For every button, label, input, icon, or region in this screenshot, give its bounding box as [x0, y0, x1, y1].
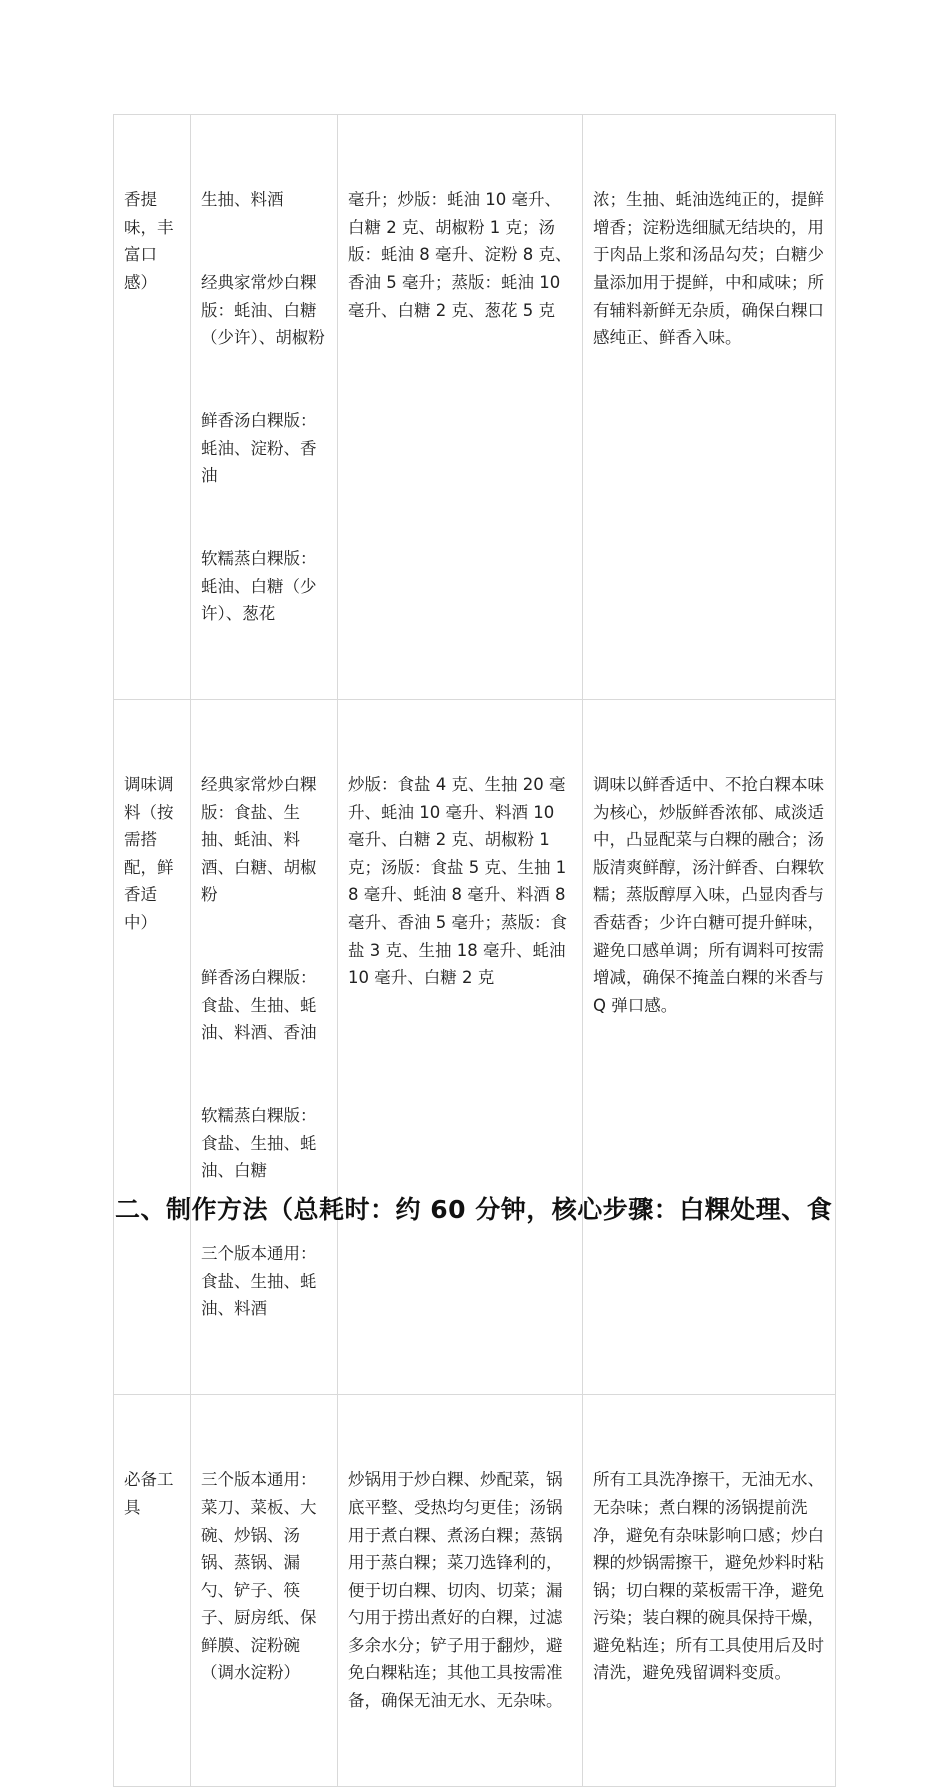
table-row — [114, 115, 836, 700]
table-cell-items — [191, 699, 338, 1394]
cell-text: 调味调料（按需搭配，鲜香适中） — [124, 775, 174, 933]
ingredients-table — [113, 114, 836, 1787]
table-cell-amounts — [338, 1395, 583, 1787]
cell-text: 浓；生抽、蚝油选纯正的，提鲜增香；淀粉选细腻无结块的，用于肉品上浆和汤品勾芡；白糖少量添加用于提鲜，中和咸味；所有辅料新鲜无杂质，确保白粿口感纯正、鲜香入味。 — [593, 190, 824, 348]
table-cell-category — [114, 1395, 191, 1787]
cell-text: 鲜香汤白粿版：蚝油、淀粉、香油 — [201, 410, 317, 486]
cell-text: 经典家常炒白粿版：食盐、生抽、蚝油、料酒、白糖、胡椒粉 — [201, 775, 317, 905]
cell-text: 毫升；炒版：蚝油 10 毫升、白糖 2 克、胡椒粉 1 克；汤版：蚝油 8 毫升、淀粉 8 克、香油 5 毫升；蒸版：蚝油 10 毫升、白糖 2 克、葱花 5 克 — [348, 190, 572, 320]
cell-text: 三个版本通用：食盐、生抽、蚝油、料酒 — [201, 1244, 317, 1319]
cell-text: 三个版本通用：菜刀、菜板、大碗、炒锅、汤锅、蒸锅、漏勺、铲子、筷子、厨房纸、保鲜膜、淀粉碗（调水淀粉） — [201, 1470, 317, 1683]
table-cell-items — [191, 115, 338, 700]
cell-text: 香提味，丰富口感） — [124, 190, 174, 292]
cell-text: 炒版：食盐 4 克、生抽 20 毫升、蚝油 10 毫升、料酒 10 毫升、白糖 2 克、胡椒粉 1 克；汤版：食盐 5 克、生抽 18 毫升、蚝油 8 毫升、料酒 8 毫升、香油 5 毫升；蒸版：食盐 3 克、生抽 18 毫升、蚝油 10 毫升、白糖 2 克 — [348, 775, 571, 988]
cell-text: 必备工具 — [124, 1470, 174, 1517]
cell-text: 调味以鲜香适中、不抢白粿本味为核心，炒版鲜香浓郁、咸淡适中，凸显配菜与白粿的融合；汤版清爽鲜醇，汤汁鲜香、白粿软糯；蒸版醇厚入味，凸显肉香与香菇香；少许白糖可提升鲜味，避免口感单调；所有调料可按需增减，确保不掩盖白粿的米香与 Q 弹口感。 — [593, 775, 830, 1015]
cell-text: 软糯蒸白粿版：食盐、生抽、蚝油、白糖 — [201, 1106, 317, 1181]
table-cell-notes — [583, 115, 836, 700]
table-cell-category — [114, 115, 191, 700]
table-cell-category — [114, 699, 191, 1394]
cell-text: 软糯蒸白粿版：蚝油、白糖（少许）、葱花 — [201, 548, 317, 624]
table-cell-amounts — [338, 115, 583, 700]
table-row — [114, 1395, 836, 1787]
table-cell-items — [191, 1395, 338, 1787]
table-cell-notes — [583, 1395, 836, 1787]
cell-text: 炒锅用于炒白粿、炒配菜，锅底平整、受热均匀更佳；汤锅用于煮白粿、煮汤白粿；蒸锅用于蒸白粿；菜刀选锋利的，便于切白粿、切肉、切菜；漏勺用于捞出煮好的白粿，过滤多余水分；铲子用于翻炒，避免白粿粘连；其他工具按需准备，确保无油无水、无杂味。 — [348, 1470, 563, 1711]
cell-text: 经典家常炒白粿版：蚝油、白糖（少许）、胡椒粉 — [201, 272, 325, 348]
cell-text: 鲜香汤白粿版：食盐、生抽、蚝油、料酒、香油 — [201, 968, 317, 1043]
section-heading: 二、制作方法（总耗时：约 60 分钟，核心步骤：白粿处理、食 — [115, 1195, 833, 1224]
table-cell-notes — [583, 699, 836, 1394]
cell-text: 所有工具洗净擦干，无油无水、无杂味；煮白粿的汤锅提前洗净，避免有杂味影响口感；炒白粿的炒锅需擦干，避免炒料时粘锅；切白粿的菜板需干净，避免污染；装白粿的碗具保持干燥，避免粘连；所有工具使用后及时清洗，避免残留调料变质。 — [593, 1470, 824, 1683]
table-cell-amounts — [338, 699, 583, 1394]
cell-text: 生抽、料酒 — [201, 190, 284, 210]
table-row — [114, 699, 836, 1394]
